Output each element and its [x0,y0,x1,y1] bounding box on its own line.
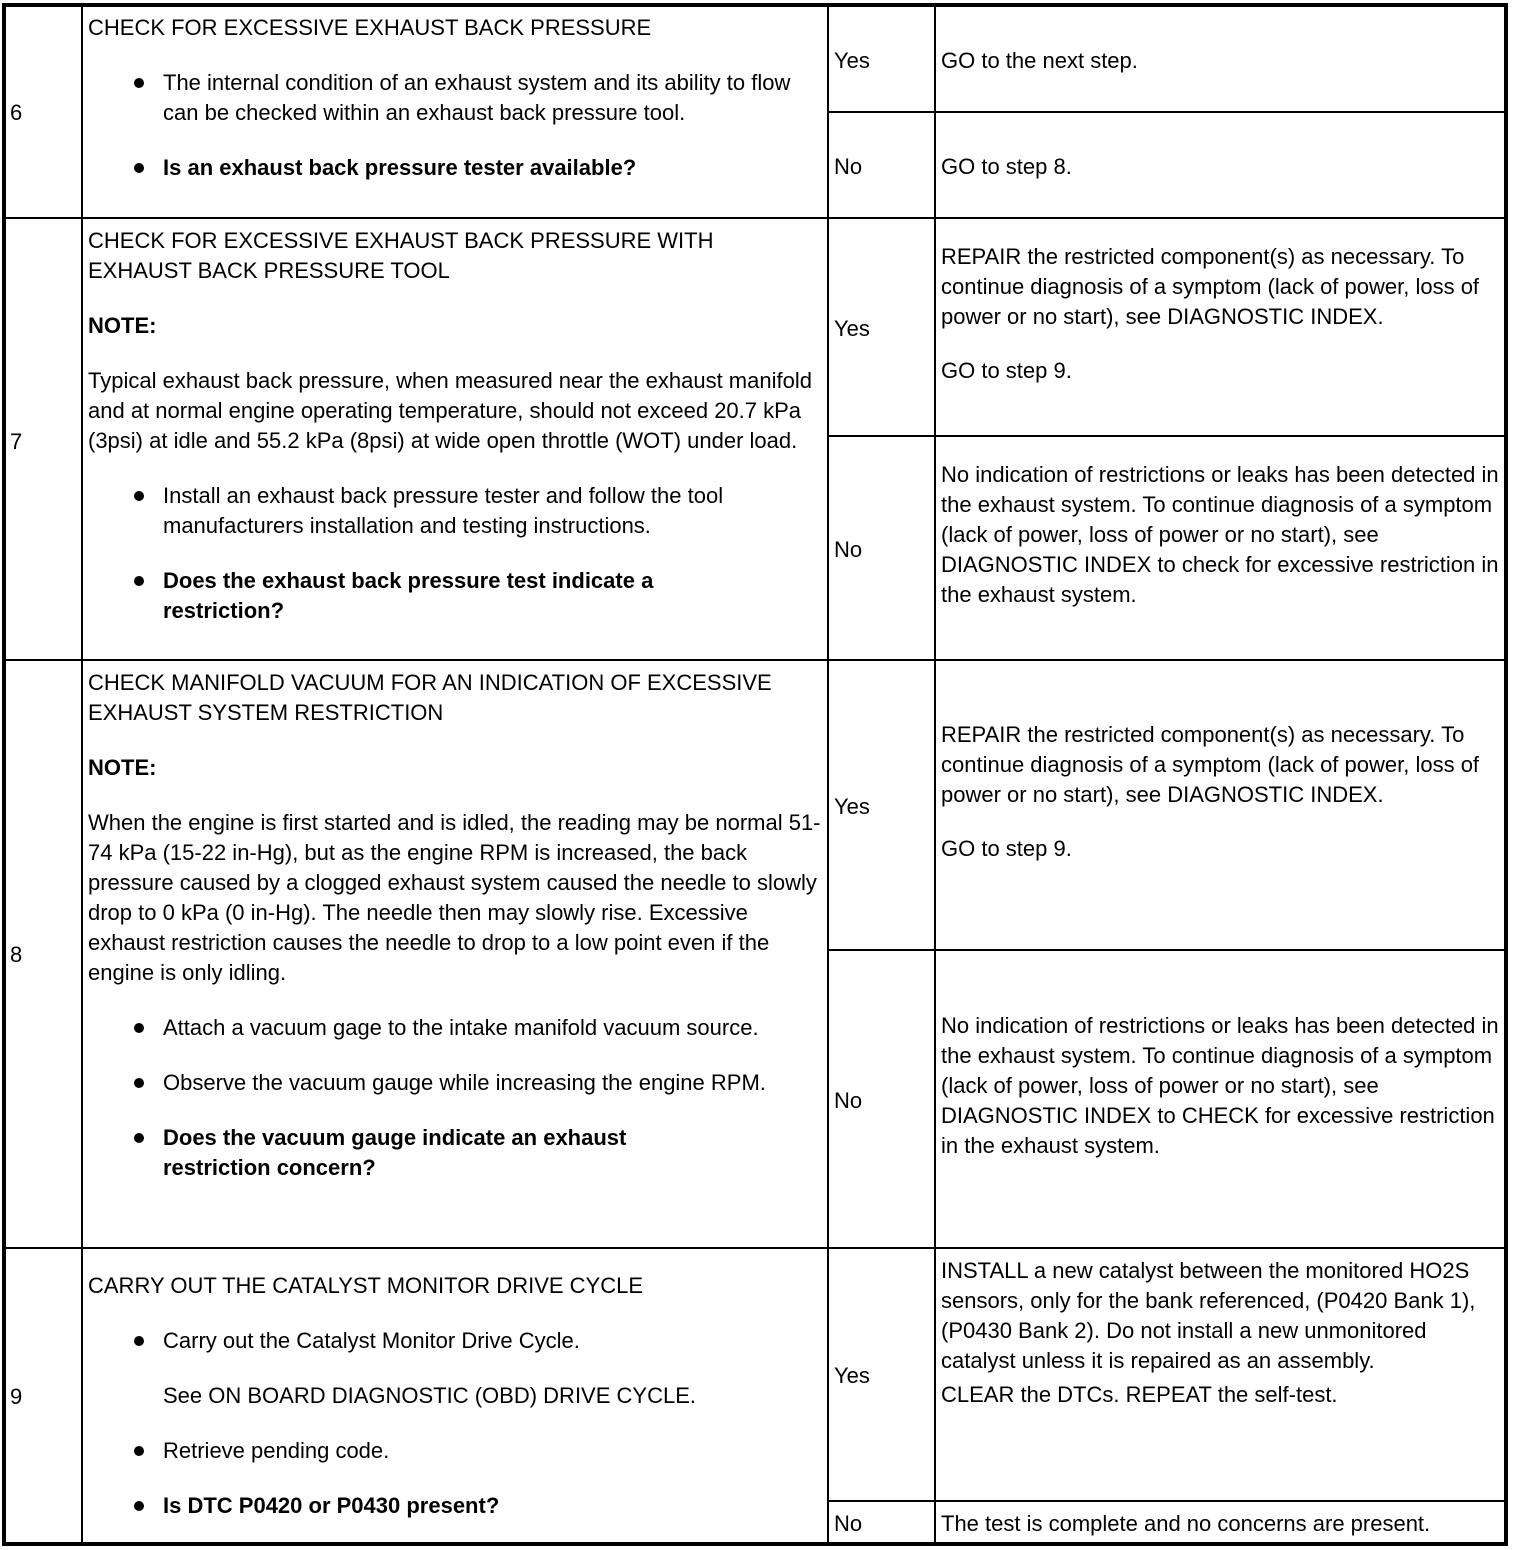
answer-no-label: No [834,537,863,562]
yes-action: GO to the next step. [941,48,1138,73]
see-reference: See ON BOARD DIAGNOSTIC (OBD) DRIVE CYCLE. [163,1383,696,1408]
step-question: Is an exhaust back pressure tester available? [88,153,823,183]
yes-action-text: REPAIR the restricted component(s) as necessary. To continue diagnosis of a symptom (lack of power, loss of power or no start), see DIAGNOSTIC INDEX. [941,722,1480,807]
bullet-item: Observe the vacuum gauge while increasing the engine RPM. [88,1068,823,1098]
step-number: 6 [10,100,23,125]
step-question: Does the vacuum gauge indicate an exhaust restriction concern? [88,1123,823,1183]
yes-action-text: REPAIR the restricted component(s) as necessary. To continue diagnosis of a symptom (lack of power, loss of power or no start), see DIAGNOSTIC INDEX. [941,244,1480,329]
no-action: No indication of restrictions or leaks has been detected in the exhaust system. To continue diagnosis of a symptom (lack of power, loss of power or no start), see DIAGNOSTIC INDEX to CHECK for excessive restriction in the exhaust system. [941,1013,1499,1158]
yes-action-text: INSTALL a new catalyst between the monitored HO2S sensors, only for the bank referenced, (P0420 Bank 1), (P0430 Bank 2). Do not install a new unmonitored catalyst unless it is repaired as an assembly. [941,1258,1476,1373]
note-text: Typical exhaust back pressure, when measured near the exhaust manifold and at normal engine operating temperature, should not exceed 20.7 kPa (3psi) at idle and 55.2 kPa (8psi) at wide open throttle (WOT) under load. [88,368,812,453]
step-number: 9 [10,1384,23,1409]
bullet-item: Install an exhaust back pressure tester and follow the tool manufacturers installation and testing instructions. [88,481,823,541]
step-question: Is DTC P0420 or P0430 present? [88,1491,823,1521]
step-6-content [88,13,823,183]
yes-action [941,1256,1501,1410]
step-number: 7 [10,429,23,454]
answer-yes-label: Yes [834,1363,870,1388]
no-action: GO to step 8. [941,154,1072,179]
yes-action-goto: GO to step 9. [941,836,1072,861]
step-title: CARRY OUT THE CATALYST MONITOR DRIVE CYCLE [88,1273,644,1298]
yes-action [941,720,1501,864]
step-number: 8 [10,942,23,967]
step-title: CHECK FOR EXCESSIVE EXHAUST BACK PRESSURE [88,15,652,40]
bullet-item: The internal condition of an exhaust system and its ability to flow can be checked within an exhaust back pressure tool. [88,68,823,128]
answer-yes-label: Yes [834,316,870,341]
yes-action-goto: GO to step 9. [941,358,1072,383]
bullet-item: Carry out the Catalyst Monitor Drive Cycle. [88,1326,823,1356]
answer-yes-label: Yes [834,48,870,73]
bullet-item: Attach a vacuum gage to the intake manifold vacuum source. [88,1013,823,1043]
note-text: When the engine is first started and is idled, the reading may be normal 51-74 kPa (15-22 in-Hg), but as the engine RPM is increased, the back pressure caused by a clogged exhaust system caused the needle to slowly drop to 0 kPa (0 in-Hg). The needle then may slowly rise. Excessive exhaust restriction causes the needle to drop to a low point even if the engine is only idling. [88,810,821,985]
note-label: NOTE: [88,313,157,338]
answer-no-label: No [834,1088,863,1113]
note-label: NOTE: [88,755,157,780]
yes-action [941,242,1501,386]
step-9-content [88,1271,823,1521]
step-question: Does the exhaust back pressure test indicate a restriction? [88,566,823,626]
step-title: CHECK MANIFOLD VACUUM FOR AN INDICATION OF EXCESSIVE EXHAUST SYSTEM RESTRICTION [88,670,772,725]
answer-yes-label: Yes [834,794,870,819]
answer-no-label: No [834,154,863,179]
step-7-content [88,226,823,626]
bullet-item: Retrieve pending code. [88,1436,823,1466]
step-8-content [88,668,823,1183]
yes-action-clear: CLEAR the DTCs. REPEAT the self-test. [941,1382,1338,1407]
answer-no-label: No [834,1511,863,1536]
step-title: CHECK FOR EXCESSIVE EXHAUST BACK PRESSURE WITH EXHAUST BACK PRESSURE TOOL [88,228,714,283]
no-action: No indication of restrictions or leaks has been detected in the exhaust system. To continue diagnosis of a symptom (lack of power, loss of power or no start), see DIAGNOSTIC INDEX to check for excessive restriction in the exhaust system. [941,462,1499,607]
no-action: The test is complete and no concerns are present. [941,1511,1431,1536]
